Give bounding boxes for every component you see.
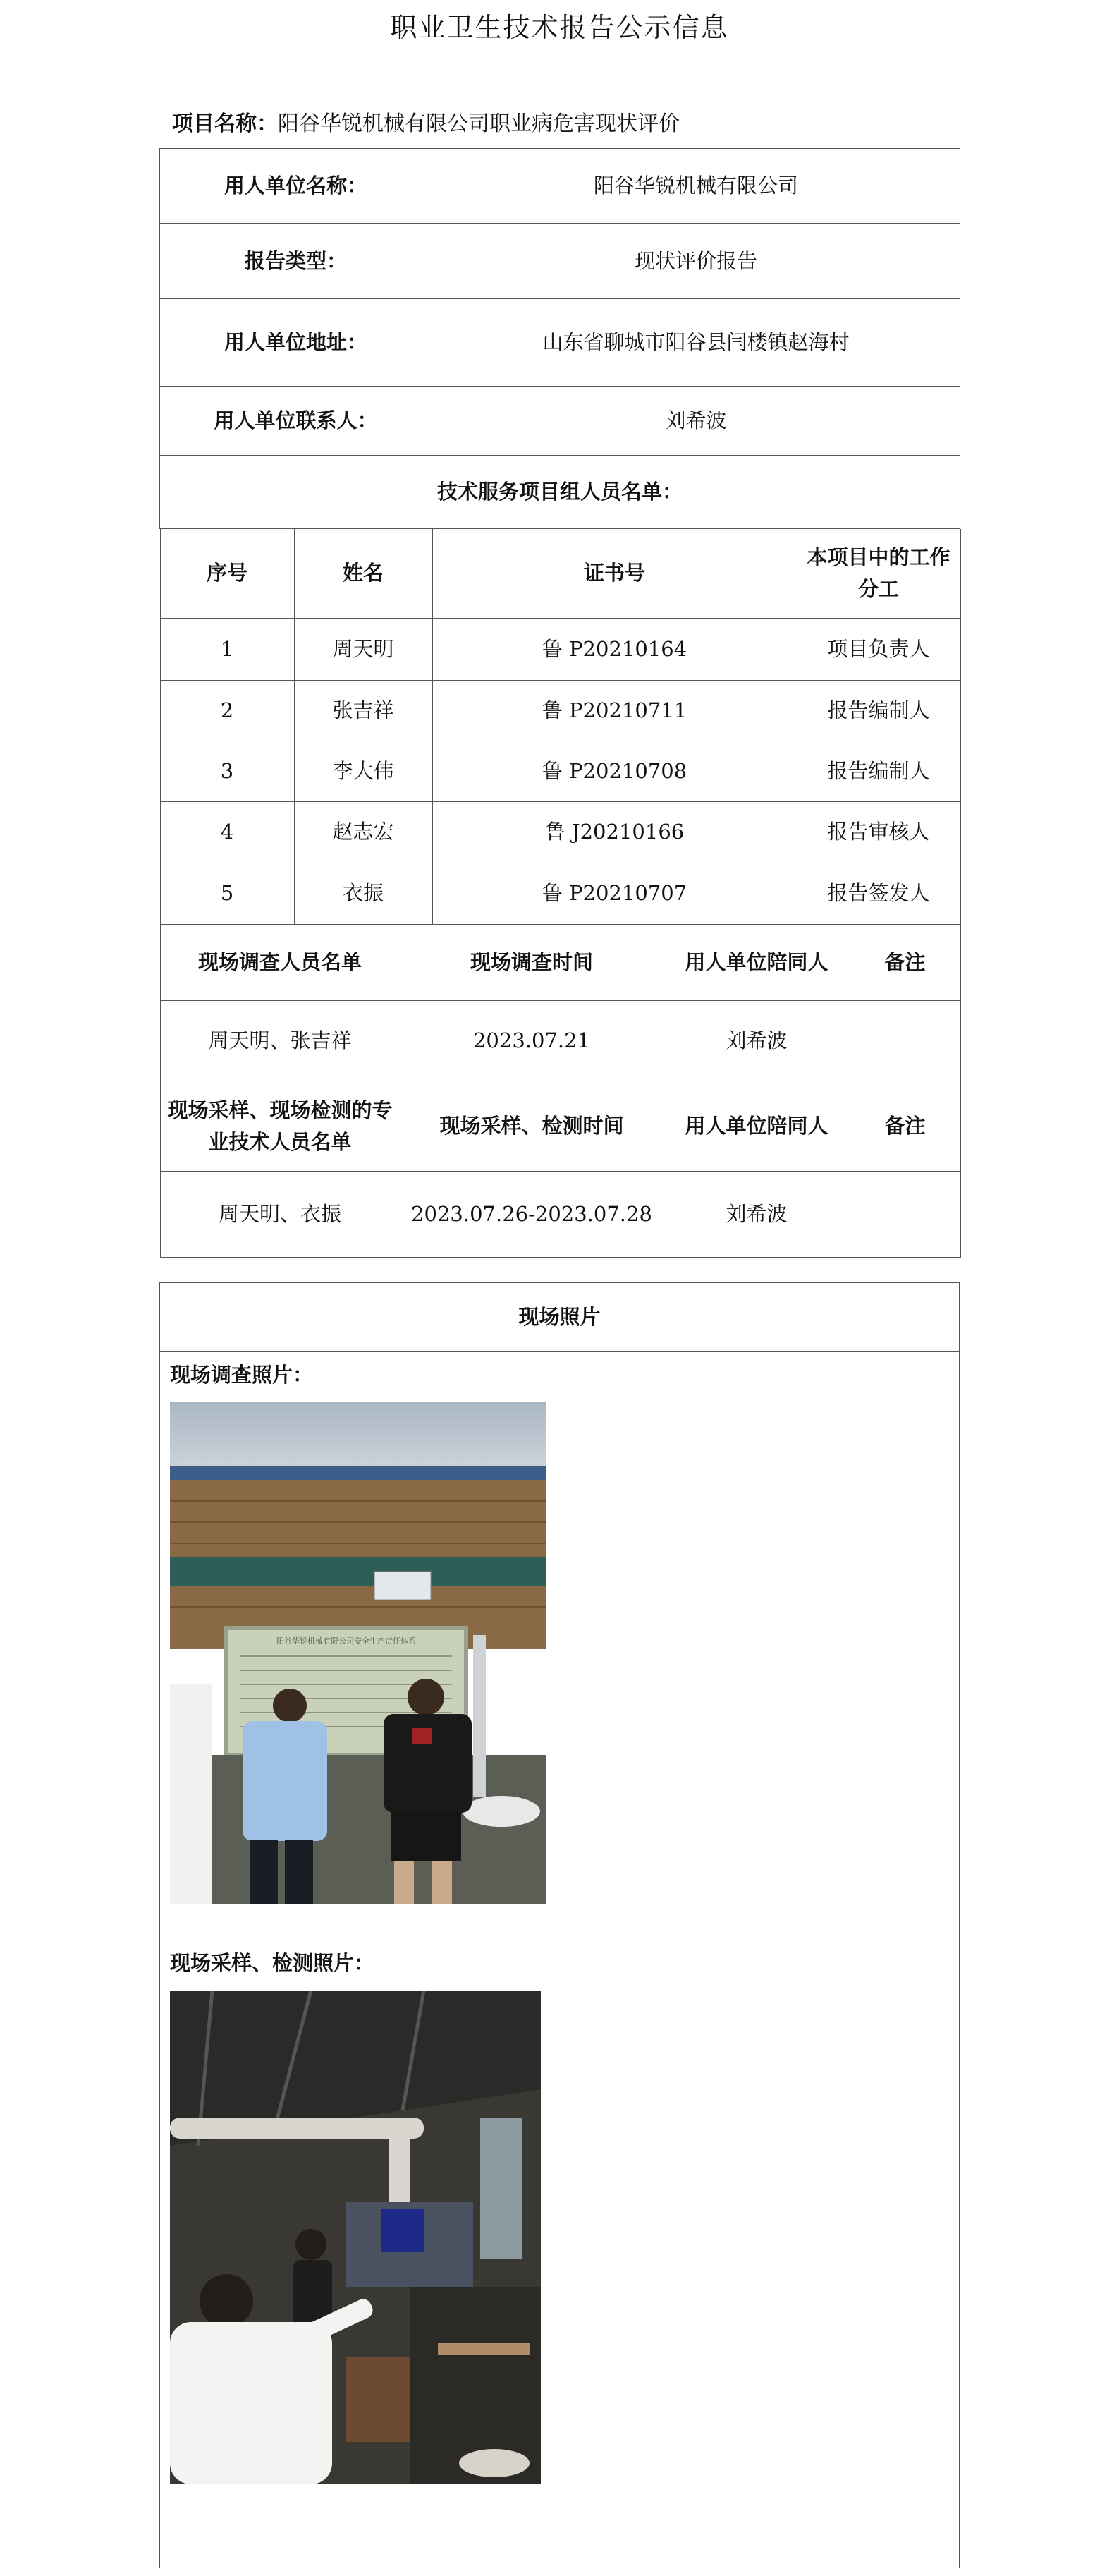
project-name: 阳谷华锐机械有限公司职业病危害现状评价 [278,111,680,136]
table-row [160,680,960,741]
col-header: 用人单位陪同人 [664,1081,850,1172]
members-header [160,529,961,925]
cell: 报告签发人 [797,863,960,924]
photo-table [159,1282,960,2568]
survey-photo [170,1402,546,1904]
col-header: 备注 [850,1081,960,1172]
sampling-photo-cell [160,1940,960,2568]
cell: 2023.07.21 [400,1001,664,1081]
cell: 报告审核人 [797,801,960,863]
table-row [160,1172,960,1258]
table-row [160,1001,960,1081]
survey-sign-text: 阳谷华锐机械有限公司安全生产责任体系 [276,1636,416,1646]
cell: 李大伟 [294,741,432,801]
cell: 衣振 [294,863,432,924]
survey-photo-cell [160,1352,960,1940]
cell: 2 [160,680,294,741]
cell: 报告编制人 [797,680,960,741]
col-header: 现场采样、检测时间 [400,1081,664,1172]
sampling-photo [170,1991,541,2484]
cell: 鲁 P20210707 [432,863,797,924]
cell: 刘希波 [664,1172,850,1258]
cell: 4 [160,801,294,863]
cell: 鲁 P20210711 [432,680,797,741]
table-row [160,741,960,801]
cell: 周天明、衣振 [160,1172,400,1258]
cell: 项目负责人 [797,618,960,680]
info-value: 山东省聊城市阳谷县闫楼镇赵海村 [432,299,960,387]
col-header: 本项目中的工作分工 [797,529,960,618]
col-header: 现场采样、现场检测的专业技术人员名单 [160,1081,400,1172]
col-header: 序号 [160,529,294,618]
col-header: 现场调查人员名单 [160,925,400,1001]
info-label: 用人单位地址： [160,299,432,387]
cell: 周天明 [294,618,432,680]
info-label: 报告类型： [160,224,432,299]
cell: 1 [160,618,294,680]
project-label: 项目名称： [172,111,278,136]
col-header: 用人单位陪同人 [664,925,850,1001]
cell: 5 [160,863,294,924]
cell: 赵志宏 [294,801,432,863]
sampling-photo-label: 现场采样、检测照片： [170,1951,375,1975]
info-label: 用人单位名称： [160,149,432,224]
col-header: 现场调查时间 [400,925,664,1001]
col-header: 证书号 [432,529,797,618]
cell [850,1001,960,1081]
cell: 鲁 P20210164 [432,618,797,680]
cell: 报告编制人 [797,741,960,801]
cell: 张吉祥 [294,680,432,741]
info-value: 阳谷华锐机械有限公司 [432,149,960,224]
cell: 刘希波 [664,1001,850,1081]
survey-photo-label: 现场调查照片： [170,1363,314,1387]
cell: 鲁 J20210166 [432,801,797,863]
project-line [172,106,680,137]
col-header: 备注 [850,925,960,1001]
cell: 2023.07.26-2023.07.28 [400,1172,664,1258]
table-row [160,863,960,924]
cell: 3 [160,741,294,801]
info-table [159,148,960,1258]
survey-table [160,925,961,1258]
members-title: 技术服务项目组人员名单： [160,456,960,529]
cell: 鲁 P20210708 [432,741,797,801]
info-value: 刘希波 [432,387,960,456]
photos-title: 现场照片 [160,1283,960,1352]
page-title: 职业卫生技术报告公示信息 [390,12,729,43]
info-label: 用人单位联系人： [160,387,432,456]
table-row [160,618,960,680]
col-header: 姓名 [294,529,432,618]
info-value: 现状评价报告 [432,224,960,299]
table-row [160,801,960,863]
cell [850,1172,960,1258]
cell: 周天明、张吉祥 [160,1001,400,1081]
